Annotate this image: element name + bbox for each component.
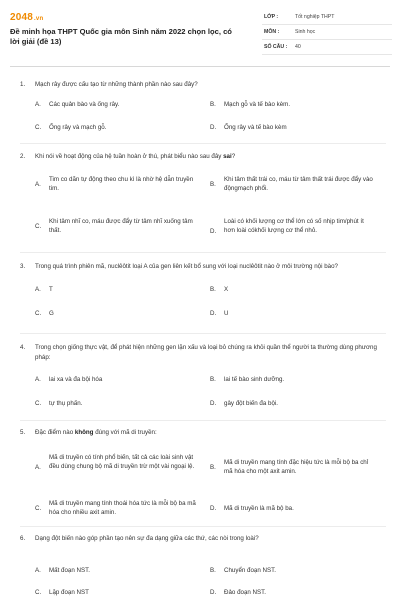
question-stem: Trong chọn giống thực vật, để phát hiện những gen lặn xấu và loại bỏ chúng ra khỏi quần thể người ta thường dùng phương pháp: [35,344,377,361]
option-text: Các quản bào và ống rây. [49,100,120,108]
option-letter: B. [210,285,216,293]
meta-row-subject [262,25,392,40]
question-4 [20,343,386,407]
option-letter: D. [210,400,217,407]
option-text: Tim co dãn tự động theo chu kì là nhờ hệ dẫn truyền tim. [49,175,194,192]
option-letter: B. [210,566,216,574]
question-number: 1. [20,81,26,88]
question-3 [20,262,386,317]
question-stem: Trong quá trình phiên mã, nuclêôtit loại A của gen liên kết bổ sung với loại nuclêôtit nào ở môi trường nội bào? [35,263,338,270]
option-text: Lặp đoạn NST [49,588,89,596]
page-header [10,10,390,60]
question-5 [20,428,386,516]
option-text: Mã di truyền là mã bộ ba. [224,504,294,512]
meta-key: SỐ CÂU : [264,44,288,50]
option-letter: A. [35,285,41,293]
question-emphasis: không [74,429,94,436]
question-divider [20,143,386,144]
option-text: Mã di truyền mang tính đặc hiệu tức là mỗi bộ ba chỉ mã hóa cho một axit amin. [224,458,369,475]
question-6 [20,534,386,596]
meta-value: Tốt nghiệp THPT [295,14,335,20]
header-divider [10,66,390,67]
question-1 [20,80,386,131]
option-text: Ống rây và tế bào kèm [224,123,287,131]
option-text: Mạch gỗ và tế bào kèm. [224,100,291,108]
option-text: lai xa và đa bội hóa [49,376,103,383]
site-logo[interactable] [10,12,43,23]
option-letter: C. [35,123,42,131]
option-letter: A. [35,100,41,108]
option-text: Mất đoạn NST. [49,566,90,574]
option-letter: C. [35,504,42,512]
option-letter: A. [35,566,41,574]
question-stem-end: ? [231,153,236,160]
question-text [20,534,386,544]
option-letter: D. [210,588,217,596]
question-stem: Đặc điểm nào [35,429,75,436]
option-text: tự thụ phấn. [49,400,83,407]
question-text [20,152,386,162]
option-letter: C. [35,222,42,230]
option-letter: C. [35,309,42,317]
meta-key: MÔN : [264,29,280,35]
option-letter: B. [210,180,216,188]
option-letter: D. [210,504,217,512]
option-text: Mã di truyền mang tính thoái hóa tức là mỗi bộ ba mã hóa cho nhiều axit amin. [49,499,196,516]
option-letter: D. [210,123,217,131]
question-text [20,343,386,362]
option-letter: D. [210,227,217,235]
document-title: Đề minh họa THPT Quốc gia môn Sinh năm 2022 chọn lọc, có lời giải (đề 13) [10,27,232,46]
option-text: X [224,285,229,293]
meta-row-count [262,40,392,55]
logo-suffix: .vn [34,16,44,22]
question-stem: Dạng đột biến nào góp phần tạo nên sự đa dạng giữa các thứ, các nòi trong loài? [35,535,259,542]
option-text: Chuyển đoạn NST. [224,566,276,574]
meta-value: Sinh học [295,29,316,35]
option-letter: A. [35,376,41,383]
logo-text: 2048 [10,12,34,23]
option-letter: B. [210,463,216,471]
meta-key: LỚP : [264,14,279,20]
question-emphasis: sai [223,153,232,160]
question-number: 5. [20,429,26,436]
option-text: lai tế bào sinh dưỡng. [224,376,285,383]
question-text [20,428,386,438]
option-letter: A. [35,463,41,471]
meta-table [262,10,392,55]
question-stem: Khi nói về hoạt động của hệ tuần hoàn ở thú, phát biểu nào sau đây [35,153,224,160]
question-number: 6. [20,535,26,542]
option-letter: B. [210,100,216,108]
option-letter: C. [35,588,42,596]
question-text [20,262,386,272]
option-text: Khi tâm thất trái co, máu từ tâm thất trái được đẩy vào độngmạch phổi. [224,175,373,192]
question-divider [20,526,386,527]
meta-row-class [262,10,392,25]
question-number: 2. [20,153,26,160]
option-text: Loài có khối lượng cơ thể lớn có số nhịp tim/phút ít hơn loài cókhối lượng cơ thể nhỏ. [224,217,364,234]
option-letter: C. [35,400,42,407]
option-text: gây đột biến đa bội. [224,400,279,407]
question-number: 3. [20,263,26,270]
option-letter: A. [35,180,41,188]
question-stem-end: đúng với mã di truyền: [93,429,157,436]
question-2 [20,152,386,235]
option-text: Mã di truyền có tính phổ biến, tất cả các loài sinh vật đều dùng chung bộ mã di truyền trừ một vài ngoại lệ. [49,453,195,470]
question-text [20,80,386,90]
question-number: 4. [20,344,26,351]
question-divider [20,252,386,253]
option-text: Khi tâm nhĩ co, máu được đẩy từ tâm nhĩ xuống tâm thất. [49,217,193,234]
meta-value: 40 [295,44,301,50]
question-divider [20,420,386,421]
option-text: G [49,309,54,317]
question-stem: Mạch rây được cấu tạo từ những thành phần nào sau đây? [35,81,198,88]
question-divider [20,333,386,334]
option-text: Đảo đoạn NST. [224,588,266,596]
option-letter: D. [210,309,217,317]
option-letter: B. [210,376,216,383]
option-text: U [224,309,229,317]
option-text: T [49,285,53,293]
option-text: Ống rây và mạch gỗ. [49,123,107,131]
